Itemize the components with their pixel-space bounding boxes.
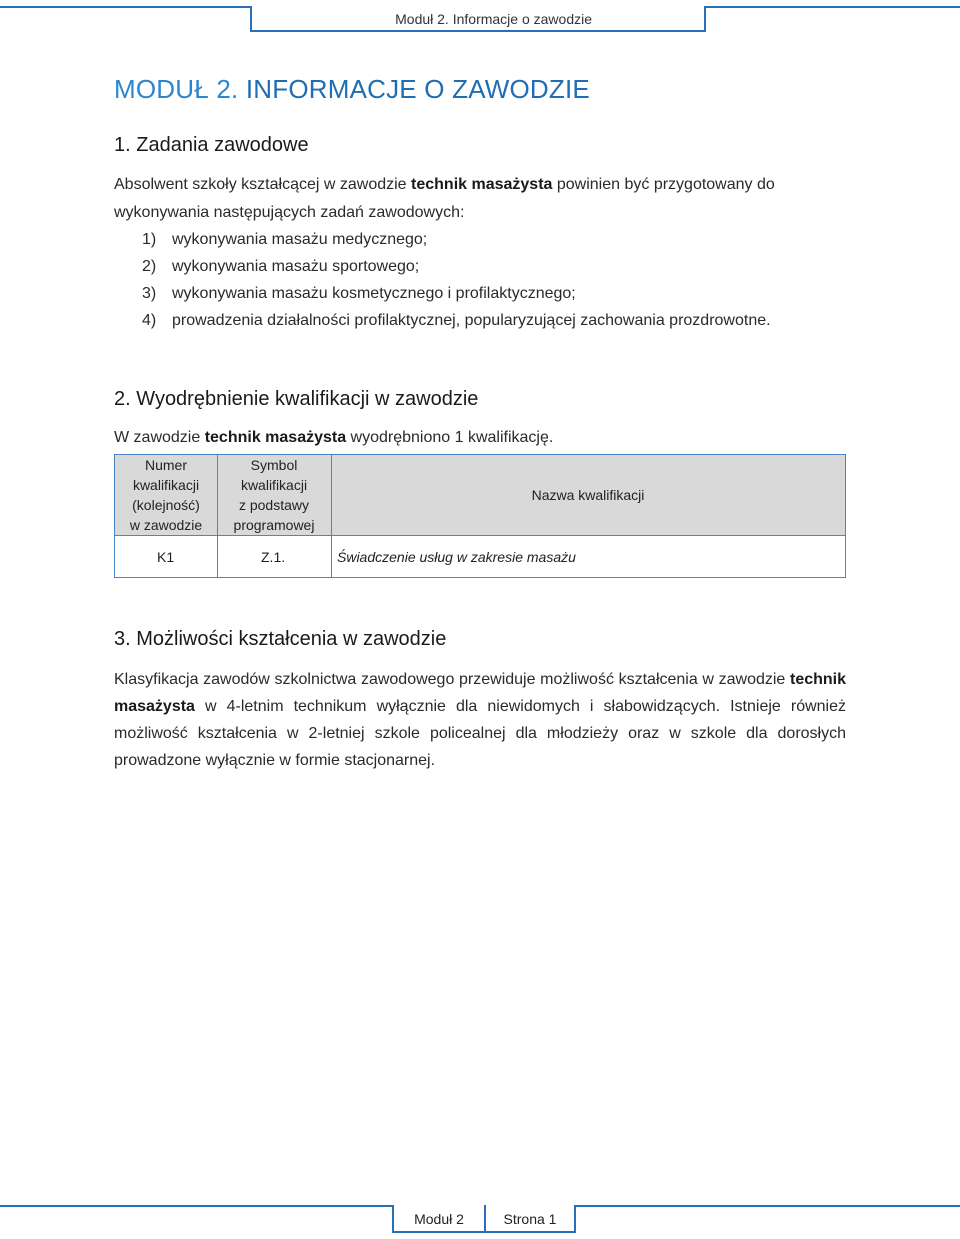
occupation-name: technik masażysta xyxy=(411,176,553,193)
column-header-name xyxy=(331,455,845,535)
column-header-symbol xyxy=(217,455,331,535)
section1-intro xyxy=(114,176,775,194)
header-line: kwalifikacji xyxy=(240,477,308,493)
column-header-number xyxy=(115,455,217,535)
header-rule-left xyxy=(0,6,250,8)
header-title: Moduł 2. Informacje o zawodzie xyxy=(250,6,706,32)
cell-symbol: Z.1. xyxy=(261,548,286,565)
list-text: prowadzenia działalności profilaktycznej, popularyzującej zachowania prozdrowotne. xyxy=(172,312,771,329)
section1-heading: 1. Zadania zawodowe xyxy=(114,134,309,156)
header-rule-right xyxy=(706,6,960,8)
section1-intro-line2: wykonywania następujących zadań zawodowych: xyxy=(114,204,465,221)
list-number: 3) xyxy=(142,285,157,302)
list-number: 4) xyxy=(142,312,157,329)
section2-intro xyxy=(114,429,553,447)
header-line: Nazwa kwalifikacji xyxy=(531,487,645,503)
intro-text: W zawodzie xyxy=(114,429,205,446)
section2-heading: 2. Wyodrębnienie kwalifikacji w zawodzie xyxy=(114,388,479,410)
module-heading xyxy=(114,74,590,105)
intro-text: wyodrębniono 1 kwalifikację. xyxy=(346,429,554,446)
list-item xyxy=(142,231,427,249)
paragraph-text: w 4-letnim technikum wyłącznie dla niewidomych i słabowidzących. Istnieje również możliwość kształcenia w 2-letniej szkole policealnej dla młodzieży oraz w szkole dla dorosłych prowadzone wyłącznie w formie stacjonarnej. xyxy=(114,698,846,769)
list-number: 1) xyxy=(142,231,157,248)
occupation-name: technik masażysta xyxy=(204,429,347,446)
cell-name: Świadczenie usług w zakresie masażu xyxy=(337,548,576,565)
footer-page-number: Strona 1 xyxy=(484,1205,576,1233)
module-number: MODUŁ 2. xyxy=(114,74,239,104)
footer-rule-left xyxy=(0,1205,392,1207)
list-text: wykonywania masażu kosmetycznego i profilaktycznego; xyxy=(172,285,576,302)
section3-heading: 3. Możliwości kształcenia w zawodzie xyxy=(114,628,447,650)
list-text: wykonywania masażu medycznego; xyxy=(172,231,428,248)
intro-text: Absolwent szkoły kształcącej w zawodzie xyxy=(114,176,412,193)
qualification-table xyxy=(114,454,846,578)
header-line: Symbol xyxy=(250,457,298,473)
occupation-name: technik masażysta xyxy=(114,671,846,715)
intro-text: powinien być przygotowany do xyxy=(552,176,775,193)
section3-paragraph xyxy=(114,666,846,774)
header-line: kwalifikacji xyxy=(132,477,200,493)
footer-rule-right xyxy=(576,1205,960,1207)
list-item xyxy=(142,312,771,330)
list-item xyxy=(142,258,419,276)
paragraph-text: Klasyfikacja zawodów szkolnictwa zawodowego przewiduje możliwość kształcenia w zawodzie xyxy=(114,671,790,688)
list-text: wykonywania masażu sportowego; xyxy=(172,258,420,275)
header-line: w zawodzie xyxy=(129,517,203,533)
header-line: Numer xyxy=(144,457,187,473)
list-number: 2) xyxy=(142,258,157,275)
list-item xyxy=(142,285,576,303)
header-line: z podstawy xyxy=(238,497,310,513)
header-line: programowej xyxy=(233,517,315,533)
cell-number: K1 xyxy=(157,548,175,565)
footer-module: Moduł 2 xyxy=(392,1205,486,1233)
module-title: INFORMACJE O ZAWODZIE xyxy=(245,74,590,104)
header-line: (kolejność) xyxy=(132,497,200,513)
